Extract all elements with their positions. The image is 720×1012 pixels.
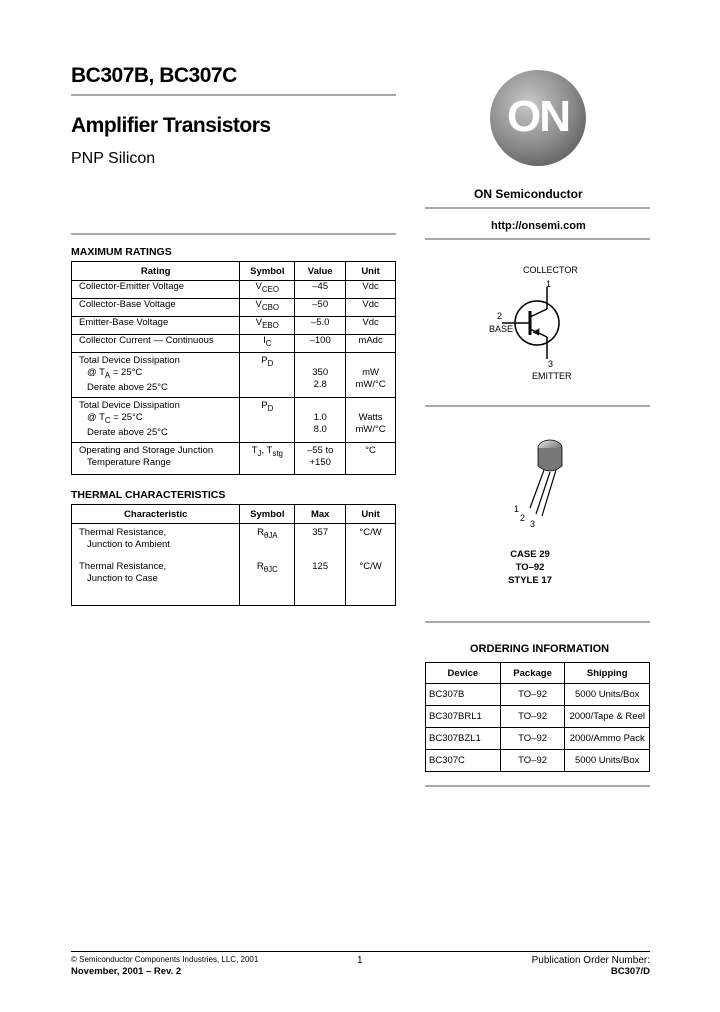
value-cell: –5.0 bbox=[295, 317, 346, 335]
value-cell: –100 bbox=[295, 335, 346, 353]
shipping-cell: 2000/Ammo Pack bbox=[565, 728, 650, 750]
col-unit: Unit bbox=[346, 262, 396, 281]
char-cell: Thermal Resistance, Junction to Case bbox=[72, 558, 240, 606]
max-ratings-table bbox=[71, 261, 396, 475]
unit-cell: Vdc bbox=[346, 317, 396, 335]
col-package: Package bbox=[500, 663, 565, 684]
rating-cell: Collector-Emitter Voltage bbox=[72, 281, 240, 299]
symbol-cell: $P_D$ bbox=[240, 398, 295, 443]
header-rule bbox=[71, 94, 396, 96]
symbol-cell: $R_{\theta JA}$ bbox=[240, 524, 295, 558]
table-row bbox=[72, 299, 396, 317]
device-cell: BC307BRL1 bbox=[426, 706, 501, 728]
package-info bbox=[495, 548, 565, 587]
shipping-cell: 2000/Tape & Reel bbox=[565, 706, 650, 728]
table-row bbox=[72, 524, 396, 558]
pnp-transistor-symbol bbox=[500, 285, 570, 361]
company-url[interactable]: http://onsemi.com bbox=[491, 220, 586, 232]
rating-cell: Collector Current — Continuous bbox=[72, 335, 240, 353]
unit-cell: Watts mW/°C bbox=[346, 398, 396, 443]
emitter-label: EMITTER bbox=[532, 371, 572, 381]
schematic-rule bbox=[425, 405, 650, 407]
ordering-rule bbox=[425, 785, 650, 787]
device-cell: BC307C bbox=[426, 750, 501, 772]
page-subtitle: PNP Silicon bbox=[71, 150, 156, 167]
publication-label: Publication Order Number: bbox=[531, 955, 650, 966]
max-ratings-title: MAXIMUM RATINGS bbox=[71, 246, 172, 258]
rating-cell: Collector-Base Voltage bbox=[72, 299, 240, 317]
unit-cell: Vdc bbox=[346, 299, 396, 317]
pkg-pin2: 2 bbox=[520, 513, 526, 523]
unit-cell: °C bbox=[346, 443, 396, 475]
value-cell: 1.0 8.0 bbox=[295, 398, 346, 443]
to92-package-icon bbox=[520, 436, 570, 520]
pkg-pin3: 3 bbox=[530, 519, 536, 529]
collector-label: COLLECTOR bbox=[523, 265, 578, 275]
col-symbol: Symbol bbox=[240, 262, 295, 281]
col-characteristic: Characteristic bbox=[72, 505, 240, 524]
thermal-table bbox=[71, 504, 396, 606]
header-rule-2 bbox=[71, 233, 396, 235]
value-cell: –50 bbox=[295, 299, 346, 317]
unit-cell: mAdc bbox=[346, 335, 396, 353]
package-cell: TO–92 bbox=[500, 706, 565, 728]
logo-text: ON bbox=[507, 92, 569, 141]
unit-cell: °C/W bbox=[346, 524, 396, 558]
symbol-cell: $V_{EBO}$ bbox=[240, 317, 295, 335]
publication-number: BC307/D bbox=[610, 966, 650, 977]
style-label: STYLE 17 bbox=[508, 575, 552, 586]
package-label: TO–92 bbox=[515, 562, 545, 573]
value-cell: 350 2.8 bbox=[295, 353, 346, 398]
shipping-cell: 5000 Units/Box bbox=[565, 750, 650, 772]
col-shipping: Shipping bbox=[565, 663, 650, 684]
package-rule bbox=[425, 621, 650, 623]
rating-cell: Total Device Dissipation @ $T_C = 25^\circ C$ Derate above 25°C bbox=[72, 398, 240, 443]
device-cell: BC307BZL1 bbox=[426, 728, 501, 750]
footer-rule bbox=[71, 951, 650, 952]
rating-cell: Emitter-Base Voltage bbox=[72, 317, 240, 335]
device-cell: BC307B bbox=[426, 684, 501, 706]
table-row bbox=[426, 750, 650, 772]
package-cell: TO–92 bbox=[500, 684, 565, 706]
table-row bbox=[426, 684, 650, 706]
symbol-cell: $P_D$ bbox=[240, 353, 295, 398]
rating-cell: Operating and Storage Junction Temperature Range bbox=[72, 443, 240, 475]
col-device: Device bbox=[426, 663, 501, 684]
value-cell: –55 to +150 bbox=[295, 443, 346, 475]
symbol-cell: $I_C$ bbox=[240, 335, 295, 353]
table-row bbox=[72, 335, 396, 353]
unit-cell: °C/W bbox=[346, 558, 396, 606]
symbol-cell: $T_J$, $T_{stg}$ bbox=[240, 443, 295, 475]
pin1-label: 1 bbox=[546, 279, 552, 289]
table-row bbox=[72, 281, 396, 299]
symbol-cell: $V_{CBO}$ bbox=[240, 299, 295, 317]
symbol-cell: $R_{\theta JC}$ bbox=[240, 558, 295, 606]
table-row bbox=[72, 398, 396, 443]
copyright: © Semiconductor Components Industries, LLC, 2001 bbox=[71, 955, 259, 964]
package-cell: TO–92 bbox=[500, 750, 565, 772]
shipping-cell: 5000 Units/Box bbox=[565, 684, 650, 706]
table-row bbox=[72, 558, 396, 606]
case-label: CASE 29 bbox=[510, 549, 550, 560]
page-number: 1 bbox=[357, 955, 363, 966]
table-row bbox=[426, 728, 650, 750]
package-cell: TO–92 bbox=[500, 728, 565, 750]
max-cell: 125 bbox=[295, 558, 346, 606]
on-logo bbox=[488, 68, 588, 168]
ordering-table bbox=[425, 662, 650, 772]
brand-rule-2 bbox=[425, 238, 650, 240]
thermal-title: THERMAL CHARACTERISTICS bbox=[71, 489, 226, 501]
base-label: BASE bbox=[489, 324, 514, 334]
col-value: Value bbox=[295, 262, 346, 281]
table-row bbox=[72, 353, 396, 398]
pin2-label: 2 bbox=[497, 311, 503, 321]
rating-cell: Total Device Dissipation @ $T_A = 25^\circ C$ Derate above 25°C bbox=[72, 353, 240, 398]
company-name: ON Semiconductor bbox=[474, 187, 583, 201]
part-numbers: BC307B, BC307C bbox=[71, 64, 237, 87]
max-cell: 357 bbox=[295, 524, 346, 558]
table-row bbox=[72, 443, 396, 475]
table-row bbox=[426, 706, 650, 728]
col-max: Max bbox=[295, 505, 346, 524]
value-cell: –45 bbox=[295, 281, 346, 299]
page-title: Amplifier Transistors bbox=[71, 114, 271, 137]
unit-cell: Vdc bbox=[346, 281, 396, 299]
unit-cell: mW mW/°C bbox=[346, 353, 396, 398]
brand-rule bbox=[425, 207, 650, 209]
col-symbol: Symbol bbox=[240, 505, 295, 524]
table-row bbox=[72, 317, 396, 335]
col-rating: Rating bbox=[72, 262, 240, 281]
pkg-pin1: 1 bbox=[514, 504, 520, 514]
char-cell: Thermal Resistance, Junction to Ambient bbox=[72, 524, 240, 558]
symbol-cell: $V_{CEO}$ bbox=[240, 281, 295, 299]
revision-date: November, 2001 – Rev. 2 bbox=[71, 966, 182, 977]
ordering-title: ORDERING INFORMATION bbox=[470, 643, 610, 655]
col-unit: Unit bbox=[346, 505, 396, 524]
pin3-label: 3 bbox=[548, 359, 554, 369]
